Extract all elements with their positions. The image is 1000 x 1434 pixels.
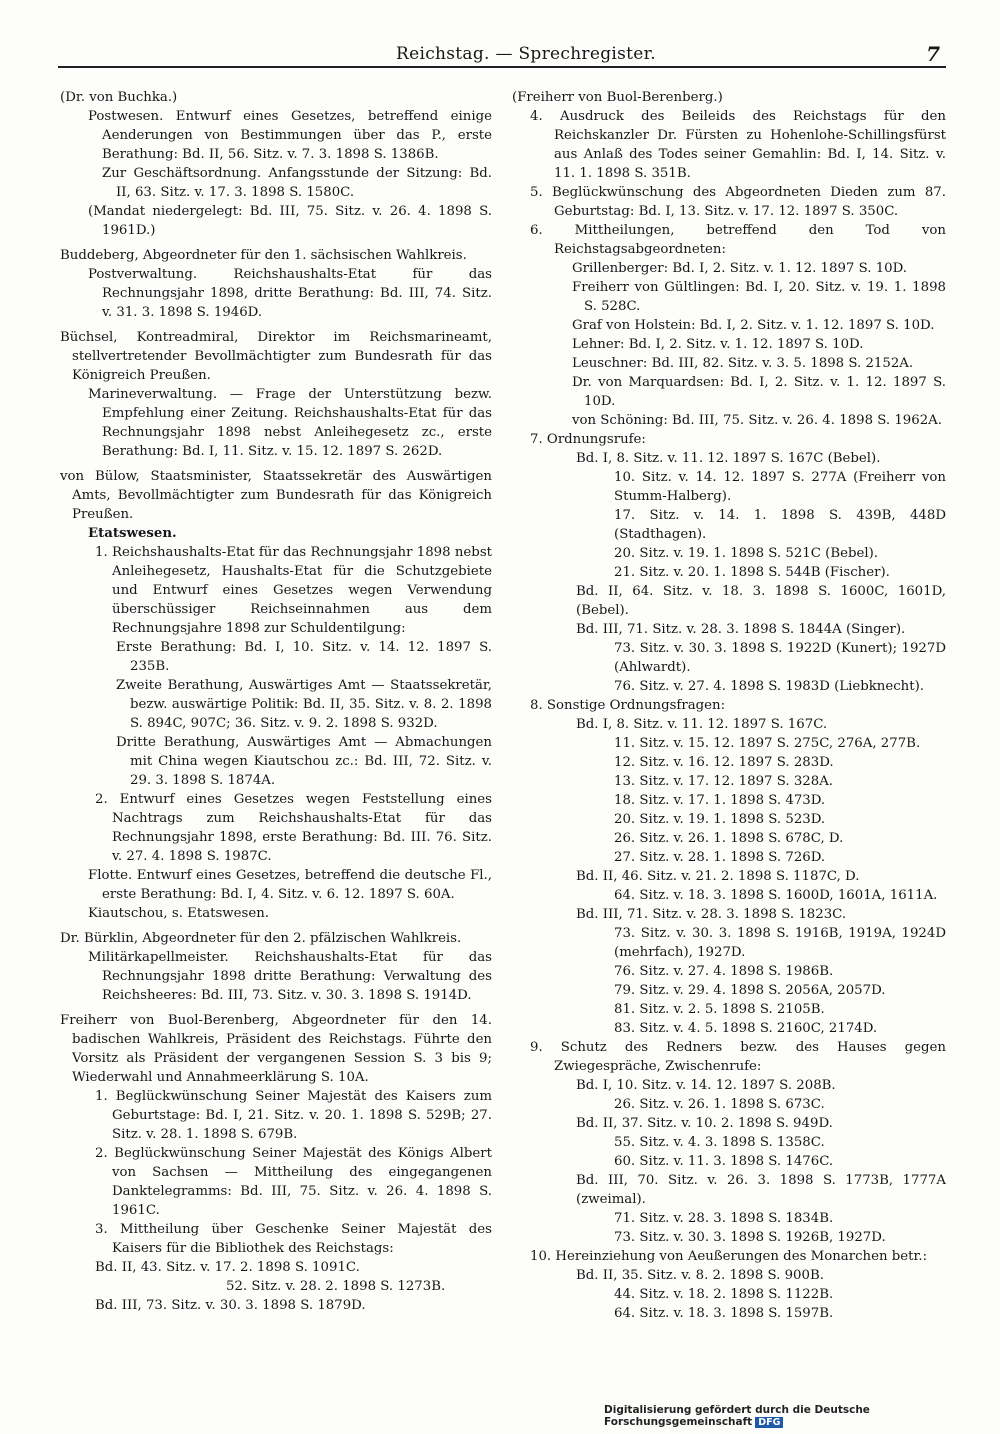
right-entry: 27. Sitz. v. 28. 1. 1898 S. 726D.	[614, 850, 826, 865]
right-entry: 76. Sitz. v. 27. 4. 1898 S. 1986B.	[614, 964, 834, 979]
right-entry: 20. Sitz. v. 19. 1. 1898 S. 521C (Bebel).	[614, 546, 879, 561]
right-entry: Bd. I, 10. Sitz. v. 14. 12. 1897 S. 208B.	[576, 1078, 836, 1093]
right-entry: 9. Schutz des Redners bezw. des Hauses gegen Zwiegespräche, Zwischenrufe:	[530, 1040, 946, 1074]
left-entry: Bd. III, 73. Sitz. v. 30. 3. 1898 S. 1879D.	[95, 1298, 366, 1313]
left-entry: Dritte Berathung, Auswärtiges Amt — Abmachungen mit China wegen Kiautschou zc.: Bd. III, 72. Sitz. v. 29. 3. 1898 S. 1874A.	[116, 735, 492, 788]
right-entry: 73. Sitz. v. 30. 3. 1898 S. 1926B, 1927D.	[614, 1230, 886, 1245]
right-entry: Grillenberger: Bd. I, 2. Sitz. v. 1. 12. 1897 S. 10D.	[572, 261, 908, 276]
right-entry: 26. Sitz. v. 26. 1. 1898 S. 678C, D.	[614, 831, 844, 846]
right-entry: Freiherr von Gültlingen: Bd. I, 20. Sitz. v. 19. 1. 1898 S. 528C.	[572, 280, 946, 314]
right-entry: Dr. von Marquardsen: Bd. I, 2. Sitz. v. 1. 12. 1897 S. 10D.	[572, 375, 946, 409]
left-entry: Kiautschou, s. Etatswesen.	[88, 906, 270, 921]
right-entry: Bd. II, 37. Sitz. v. 10. 2. 1898 S. 949D.	[576, 1116, 833, 1131]
left-entry: Buddeberg, Abgeordneter für den 1. sächsischen Wahlkreis.	[60, 248, 467, 263]
right-entry: 76. Sitz. v. 27. 4. 1898 S. 1983D (Liebknecht).	[614, 679, 925, 694]
right-entry: Leuschner: Bd. III, 82. Sitz. v. 3. 5. 1898 S. 2152A.	[572, 356, 914, 371]
left-entry: (Dr. von Buchka.)	[60, 90, 178, 105]
right-entry: 8. Sonstige Ordnungsfragen:	[530, 698, 726, 713]
right-entry: 21. Sitz. v. 20. 1. 1898 S. 544B (Fischer).	[614, 565, 890, 580]
left-entry: 2. Beglückwünschung Seiner Majestät des Königs Albert von Sachsen — Mittheilung des eingegangenen Danktelegramms: Bd. III, 75. Sitz. v. 26. 4. 1898 S. 1961C.	[95, 1146, 492, 1218]
right-entry: 5. Beglückwünschung des Abgeordneten Dieden zum 87. Geburtstag: Bd. I, 13. Sitz. v. 17. 12. 1897 S. 350C.	[530, 185, 946, 219]
left-entry: Dr. Bürklin, Abgeordneter für den 2. pfälzischen Wahlkreis.	[60, 931, 462, 946]
right-entry: Bd. II, 64. Sitz. v. 18. 3. 1898 S. 1600C, 1601D, (Bebel).	[576, 584, 946, 618]
left-entry: 1. Beglückwünschung Seiner Majestät des Kaisers zum Geburtstage: Bd. I, 21. Sitz. v. 20. 1. 1898 S. 529B; 27. Sitz. v. 28. 1. 1898 S. 679B.	[95, 1089, 492, 1142]
right-entry: 73. Sitz. v. 30. 3. 1898 S. 1916B, 1919A, 1924D (mehrfach), 1927D.	[614, 926, 946, 960]
right-column	[512, 88, 946, 1323]
left-entry: Zur Geschäftsordnung. Anfangsstunde der Sitzung: Bd. II, 63. Sitz. v. 17. 3. 1898 S. 1580C.	[102, 166, 492, 200]
right-entry: 81. Sitz. v. 2. 5. 1898 S. 2105B.	[614, 1002, 825, 1017]
left-entry: Bd. II, 43. Sitz. v. 17. 2. 1898 S. 1091C.	[95, 1260, 360, 1275]
right-entry: von Schöning: Bd. III, 75. Sitz. v. 26. 4. 1898 S. 1962A.	[572, 413, 943, 428]
page-header	[58, 44, 946, 68]
right-entry: 13. Sitz. v. 17. 12. 1897 S. 328A.	[614, 774, 834, 789]
right-entry: 10. Sitz. v. 14. 12. 1897 S. 277A (Freiherr von Stumm-Halberg).	[614, 470, 946, 504]
left-entry: Postverwaltung. Reichshaushalts-Etat für das Rechnungsjahr 1898, dritte Berathung: Bd. III, 74. Sitz. v. 31. 3. 1898 S. 1946D.	[88, 267, 492, 320]
right-entry: Lehner: Bd. I, 2. Sitz. v. 1. 12. 1897 S. 10D.	[572, 337, 864, 352]
right-entry: 17. Sitz. v. 14. 1. 1898 S. 439B, 448D (Stadthagen).	[614, 508, 946, 542]
right-entry: Bd. III, 71. Sitz. v. 28. 3. 1898 S. 1844A (Singer).	[576, 622, 906, 637]
right-entry: Bd. II, 35. Sitz. v. 8. 2. 1898 S. 900B.	[576, 1268, 824, 1283]
right-entry: 10. Hereinziehung von Aeußerungen des Monarchen betr.:	[530, 1249, 928, 1264]
left-entry: 2. Entwurf eines Gesetzes wegen Feststellung eines Nachtrags zum Reichshaushalts-Etat für das Rechnungsjahr 1898, erste Berathung: Bd. III. 76. Sitz. v. 27. 4. 1898 S. 1987C.	[95, 792, 492, 864]
right-entry: 6. Mittheilungen, betreffend den Tod von Reichstagsabgeordneten:	[530, 223, 946, 257]
right-entry: 60. Sitz. v. 11. 3. 1898 S. 1476C.	[614, 1154, 834, 1169]
right-entry: Bd. I, 8. Sitz. v. 11. 12. 1897 S. 167C (Bebel).	[576, 451, 881, 466]
left-entry: 1. Reichshaushalts-Etat für das Rechnungsjahr 1898 nebst Anleihegesetz, Haushalts-Etat für die Schutzgebiete und Entwurf eines Gesetzes wegen Verwendung überschüssiger Reichseinnahmen aus dem Rechnungsjahre 1898 zur Schuldentilgung:	[95, 545, 492, 636]
left-entry: (Mandat niedergelegt: Bd. III, 75. Sitz. v. 26. 4. 1898 S. 1961D.)	[88, 204, 492, 238]
right-entry: 73. Sitz. v. 30. 3. 1898 S. 1922D (Kunert); 1927D (Ahlwardt).	[614, 641, 946, 675]
right-entry: Bd. II, 46. Sitz. v. 21. 2. 1898 S. 1187C, D.	[576, 869, 860, 884]
right-entry: 26. Sitz. v. 26. 1. 1898 S. 673C.	[614, 1097, 825, 1112]
left-entry: Erste Berathung: Bd. I, 10. Sitz. v. 14. 12. 1897 S. 235B.	[116, 640, 492, 674]
right-entry: 71. Sitz. v. 28. 3. 1898 S. 1834B.	[614, 1211, 834, 1226]
footer	[604, 1404, 1000, 1428]
right-entry: 55. Sitz. v. 4. 3. 1898 S. 1358C.	[614, 1135, 825, 1150]
dfg-logo: DFG	[755, 1417, 783, 1428]
page-number: 7	[926, 42, 940, 66]
right-entry: 20. Sitz. v. 19. 1. 1898 S. 523D.	[614, 812, 826, 827]
right-entry: Graf von Holstein: Bd. I, 2. Sitz. v. 1. 12. 1897 S. 10D.	[572, 318, 935, 333]
right-entry: (Freiherr von Buol-Berenberg.)	[512, 90, 723, 105]
funding-note: Digitalisierung gefördert durch die Deutsche Forschungsgemeinschaft	[604, 1404, 870, 1428]
left-entry: Flotte. Entwurf eines Gesetzes, betreffend die deutsche Fl., erste Berathung: Bd. I, 4. Sitz. v. 6. 12. 1897 S. 60A.	[88, 868, 492, 902]
right-entry: 18. Sitz. v. 17. 1. 1898 S. 473D.	[614, 793, 826, 808]
right-entry: 64. Sitz. v. 18. 3. 1898 S. 1597B.	[614, 1306, 834, 1321]
left-column	[60, 88, 492, 1315]
running-title: Reichstag. — Sprechregister.	[396, 44, 656, 64]
right-entry: 7. Ordnungsrufe:	[530, 432, 646, 447]
right-entry: 12. Sitz. v. 16. 12. 1897 S. 283D.	[614, 755, 834, 770]
left-entry: Marineverwaltung. — Frage der Unterstützung bezw. Empfehlung einer Zeitung. Reichshaushalts-Etat für das Rechnungsjahr 1898 nebst Anleihegesetz zc., erste Berathung: Bd. I, 11. Sitz. v. 15. 12. 1897 S. 262D.	[88, 387, 492, 459]
left-entry: Postwesen. Entwurf eines Gesetzes, betreffend einige Aenderungen von Bestimmungen über das P., erste Berathung: Bd. II, 56. Sitz. v. 7. 3. 1898 S. 1386B.	[88, 109, 492, 162]
left-entry: Büchsel, Kontreadmiral, Direktor im Reichsmarineamt, stellvertretender Bevollmächtigter zum Bundesrath für das Königreich Preußen.	[60, 330, 492, 383]
right-entry: 64. Sitz. v. 18. 3. 1898 S. 1600D, 1601A, 1611A.	[614, 888, 938, 903]
left-entry: Freiherr von Buol-Berenberg, Abgeordneter für den 14. badischen Wahlkreis, Präsident des Reichstags. Führte den Vorsitz als Präsident der vergangenen Session S. 3 bis 9; Wiederwahl und Annahmeerklärung S. 10A.	[60, 1013, 492, 1085]
right-entry: Bd. III, 71. Sitz. v. 28. 3. 1898 S. 1823C.	[576, 907, 847, 922]
left-entry: Militärkapellmeister. Reichshaushalts-Etat für das Rechnungsjahr 1898 dritte Berathung: Verwaltung des Reichsheeres: Bd. III, 73. Sitz. v. 30. 3. 1898 S. 1914D.	[88, 950, 492, 1003]
right-entry: Bd. I, 8. Sitz. v. 11. 12. 1897 S. 167C.	[576, 717, 828, 732]
right-entry: 4. Ausdruck des Beileids des Reichstags für den Reichskanzler Dr. Fürsten zu Hohenlohe-Schillingsfürst aus Anlaß des Todes seiner Gemahlin: Bd. I, 14. Sitz. v. 11. 1. 1898 S. 351B.	[530, 109, 946, 181]
right-entry: 11. Sitz. v. 15. 12. 1897 S. 275C, 276A, 277B.	[614, 736, 921, 751]
right-entry: Bd. III, 70. Sitz. v. 26. 3. 1898 S. 1773B, 1777A (zweimal).	[576, 1173, 946, 1207]
left-entry: Etatswesen.	[88, 526, 177, 541]
right-entry: 79. Sitz. v. 29. 4. 1898 S. 2056A, 2057D.	[614, 983, 886, 998]
right-entry: 44. Sitz. v. 18. 2. 1898 S. 1122B.	[614, 1287, 834, 1302]
left-entry: 3. Mittheilung über Geschenke Seiner Majestät des Kaisers für die Bibliothek des Reichstags:	[95, 1222, 492, 1256]
right-entry: 83. Sitz. v. 4. 5. 1898 S. 2160C, 2174D.	[614, 1021, 878, 1036]
left-entry: Zweite Berathung, Auswärtiges Amt — Staatssekretär, bezw. auswärtige Politik: Bd. II, 35. Sitz. v. 8. 2. 1898 S. 894C, 907C; 36. Sitz. v. 9. 2. 1898 S. 932D.	[116, 678, 492, 731]
left-entry: 52. Sitz. v. 28. 2. 1898 S. 1273B.	[226, 1279, 446, 1294]
left-entry: von Bülow, Staatsminister, Staatssekretär des Auswärtigen Amts, Bevollmächtigter zum Bundesrath für das Königreich Preußen.	[60, 469, 492, 522]
